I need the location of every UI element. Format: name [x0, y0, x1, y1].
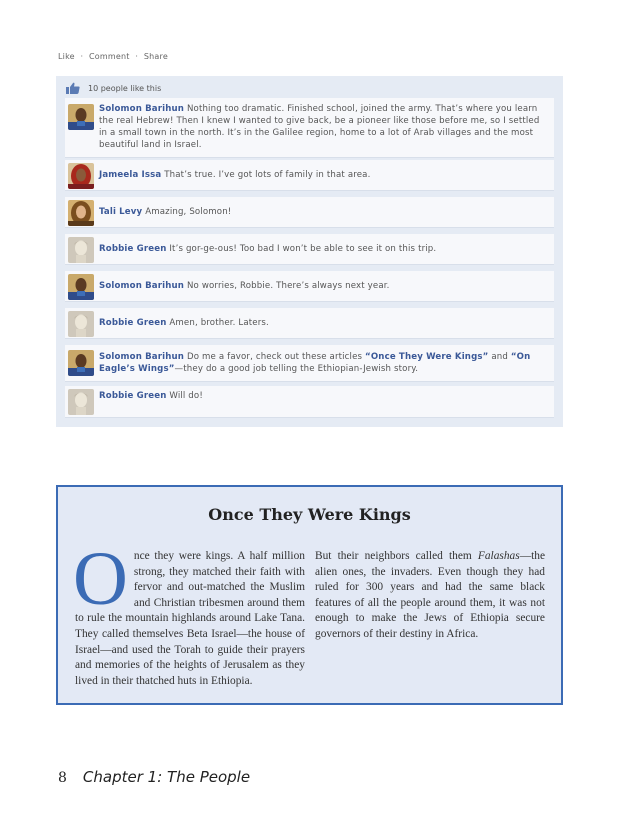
comment-body: Nothing too dramatic. Finished school, joined the army. That’s where you learn the real Hebrew! Then I knew I wanted to give back, be a pioneer like those before me, so I settled in a small town in the north. It’s in the Galilee region, home to a lot of Arab villages and the most beautiful land in Israel.	[99, 104, 540, 150]
comment-author[interactable]: Robbie Green	[99, 318, 167, 328]
comment-link[interactable]: Comment	[89, 52, 130, 61]
comment-author[interactable]: Tali Levy	[99, 207, 143, 217]
like-link[interactable]: Like	[58, 52, 75, 61]
statue-avatar[interactable]	[68, 311, 94, 337]
comment-body: —they do a good job telling the Ethiopian-Jewish story.	[174, 364, 419, 374]
comment-item	[65, 345, 554, 382]
woman-red-avatar[interactable]	[68, 163, 94, 189]
likes-count: 10 people like this	[88, 83, 162, 93]
comment-item	[65, 160, 554, 191]
man-avatar[interactable]	[68, 274, 94, 300]
post-actions	[58, 52, 168, 61]
woman-avatar[interactable]	[68, 200, 94, 226]
comment-body: That’s true. I’ve got lots of family in that area.	[164, 170, 371, 180]
comment-text	[99, 280, 546, 292]
comment-item	[65, 98, 554, 158]
comment-item	[65, 308, 554, 339]
comment-author[interactable]: Solomon Barihun	[99, 281, 185, 291]
article-paragraph: nce they were kings. A half million strong, they matched their faith with fervor and out-matched the Muslim and Christian tribesmen around them to rule the mountain highlands around Lake Tana. They called themselves Beta Israel—the house of Israel—and used the Torah to guide their prayers and memories of the heights of Jerusalem as they lived in their thatched huts in Ethiopia.	[75, 550, 305, 687]
comment-text	[99, 103, 546, 151]
article-column-2	[315, 549, 545, 643]
chapter-title: Chapter 1: The People	[82, 768, 251, 786]
comment-item	[65, 386, 554, 418]
page-number: 8	[58, 770, 67, 786]
man-avatar[interactable]	[68, 350, 94, 376]
article-emphasis: Falashas	[477, 550, 520, 562]
comment-text	[99, 169, 546, 181]
separator: ·	[80, 52, 84, 61]
comments-panel	[56, 76, 563, 427]
article-title: Once They Were Kings	[208, 505, 411, 524]
article-paragraph: But their neighbors called them	[315, 550, 478, 562]
comment-body: and	[488, 352, 511, 362]
comment-text	[99, 317, 546, 329]
comment-body: It’s gor-ge-ous! Too bad I won’t be able to see it on this trip.	[169, 244, 437, 254]
drop-cap: O	[73, 537, 128, 621]
article-box	[56, 485, 563, 705]
comment-text	[99, 243, 546, 255]
comment-author[interactable]: Robbie Green	[99, 244, 167, 254]
comment-author[interactable]: Solomon Barihun	[99, 352, 185, 362]
share-link[interactable]: Share	[143, 52, 168, 61]
statue-avatar[interactable]	[68, 389, 94, 415]
article-link[interactable]: “Once They Were Kings”	[365, 352, 489, 362]
comment-body: No worries, Robbie. There’s always next year.	[186, 281, 390, 291]
separator: ·	[135, 52, 139, 61]
article-link[interactable]: “On Eagle’s Wings”	[99, 352, 531, 374]
thumbs-up-icon	[66, 82, 80, 94]
comment-text	[99, 206, 546, 218]
comment-body: Do me a favor, check out these articles	[186, 352, 366, 362]
likes-row	[66, 80, 161, 96]
comment-item	[65, 271, 554, 302]
comment-item	[65, 197, 554, 228]
comment-author[interactable]: Robbie Green	[99, 391, 167, 401]
page-footer	[58, 768, 250, 786]
article-paragraph: —the alien ones, the invaders. Even though they had ruled for 300 years and had the same black features of all the people around them, it was not enough to make the Jews of Ethiopia secure governors of their destiny in Africa.	[315, 550, 545, 640]
comment-author[interactable]: Solomon Barihun	[99, 104, 185, 114]
article-column-1	[73, 537, 305, 689]
comment-text	[99, 390, 546, 402]
comment-author[interactable]: Jameela Issa	[99, 170, 162, 180]
comment-body: Amen, brother. Laters.	[169, 318, 269, 328]
comment-body: Will do!	[169, 391, 203, 401]
comment-text	[99, 351, 546, 375]
man-avatar[interactable]	[68, 104, 94, 130]
comment-body: Amazing, Solomon!	[145, 207, 232, 217]
comment-item	[65, 234, 554, 265]
statue-avatar[interactable]	[68, 237, 94, 263]
